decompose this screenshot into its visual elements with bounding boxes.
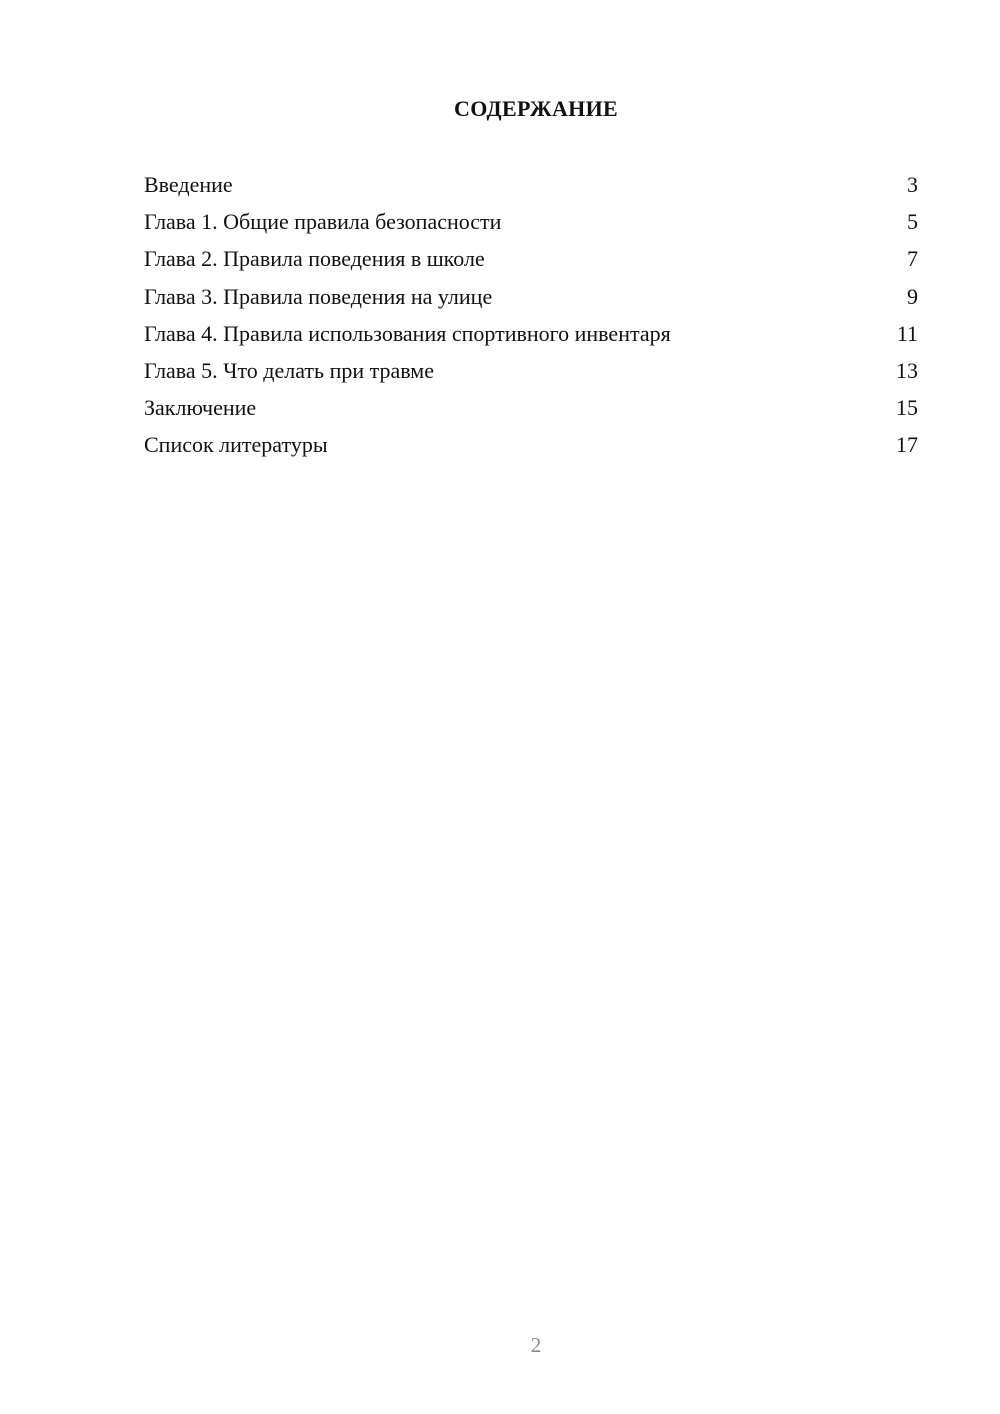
toc-entry-label: Глава 2. Правила поведения в школе — [144, 246, 485, 272]
toc-entry-page: 3 — [907, 172, 918, 197]
toc-entry-conclusion — [144, 391, 918, 428]
toc-entry-chapter-4 — [144, 317, 918, 354]
toc-entry-bibliography — [144, 428, 918, 465]
toc-entry-introduction — [144, 168, 918, 205]
toc-entry-label: Глава 4. Правила использования спортивного инвентаря — [144, 320, 671, 346]
toc-entry-chapter-2 — [144, 242, 918, 279]
table-of-contents — [144, 168, 918, 466]
toc-entry-page: 15 — [896, 395, 918, 421]
toc-entry-label: Глава 1. Общие правила безопасности — [144, 209, 502, 235]
toc-entry-page: 13 — [896, 357, 918, 383]
toc-entry-chapter-5 — [144, 354, 918, 391]
toc-entry-label: Введение — [144, 172, 233, 197]
toc-entry-label: Глава 5. Что делать при травме — [144, 357, 434, 383]
page-number: 2 — [530, 1333, 542, 1357]
toc-entry-page: 7 — [907, 246, 918, 272]
toc-entry-page: 11 — [896, 320, 918, 346]
page-title: СОДЕРЖАНИЕ — [454, 96, 618, 121]
toc-entry-page: 9 — [907, 283, 918, 309]
toc-entry-label: Список литературы — [144, 432, 328, 458]
toc-entry-page: 5 — [907, 209, 918, 235]
toc-entry-label: Глава 3. Правила поведения на улице — [144, 283, 493, 309]
toc-entry-chapter-3 — [144, 280, 918, 317]
toc-entry-label: Заключение — [144, 395, 257, 421]
toc-entry-chapter-1 — [144, 205, 918, 242]
toc-entry-page: 17 — [896, 432, 918, 458]
